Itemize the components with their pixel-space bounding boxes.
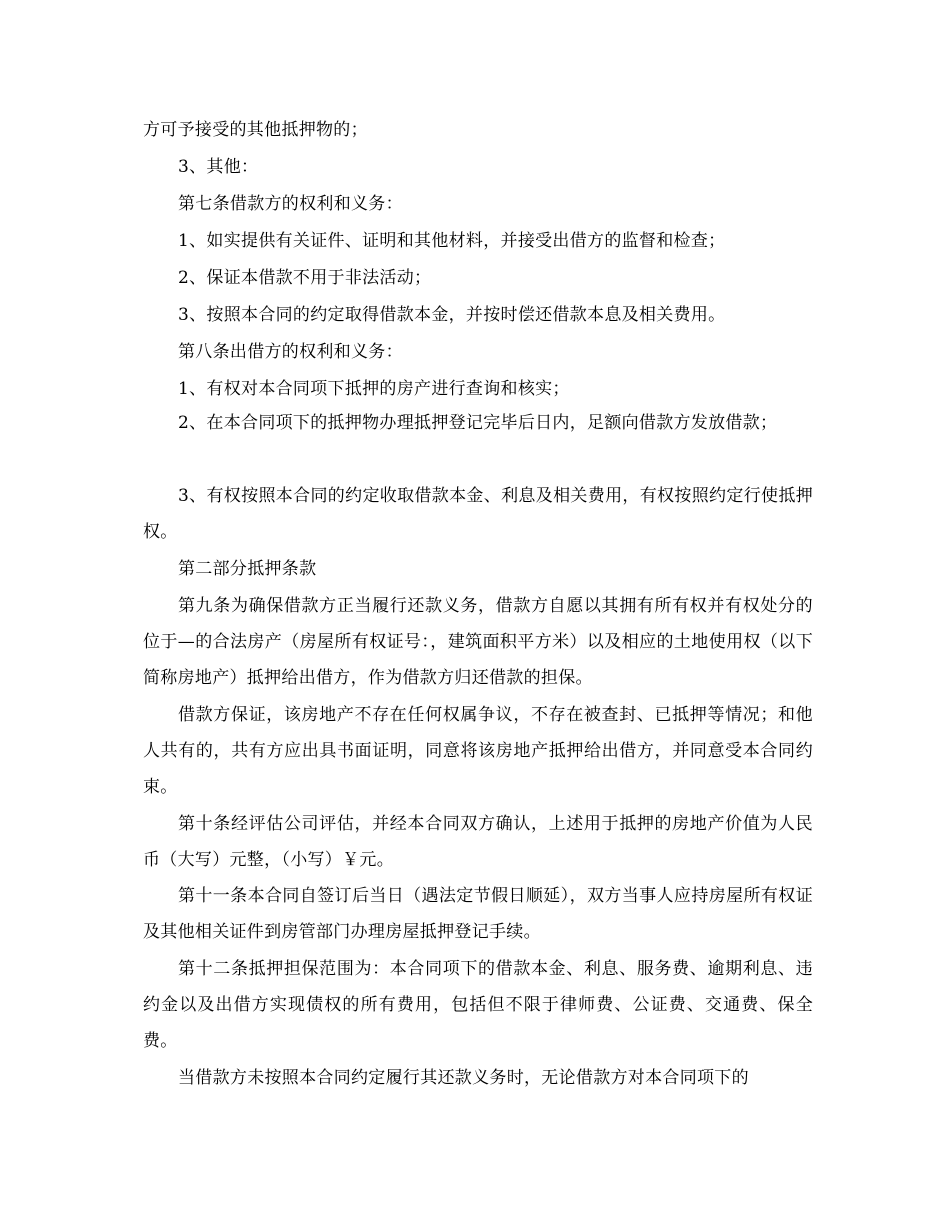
part-2-heading: 第二部分抵押条款 (178, 559, 317, 579)
paragraph-continuation: 方可予接受的其他抵押物的； (143, 120, 368, 140)
article-8-item-3: 3、有权按照本合同的约定收取借款本金、利息及相关费用，有权按照约定行使抵押权。 (143, 486, 813, 542)
article-10: 第十条经评估公司评估，并经本合同双方确认，上述用于抵押的房地产价值为人民币（大写）元整，（小写）￥元。 (143, 814, 813, 870)
article-11: 第十一条本合同自签订后当日（遇法定节假日顺延），双方当事人应持房屋所有权证及其他相关证件到房管部门办理房屋抵押登记手续。 (143, 886, 813, 942)
article-8-heading: 第八条出借方的权利和义务： (178, 342, 403, 362)
article-7-item-3: 3、按照本合同的约定取得借款本金，并按时偿还借款本息及相关费用。 (178, 305, 726, 325)
paragraph-item-other: 3、其他： (178, 157, 259, 177)
borrower-guarantee: 借款方保证，该房地产不存在任何权属争议，不存在被查封、已抵押等情况；和他人共有的，共有方应出具书面证明，同意将该房地产抵押给出借方，并同意受本合同约束。 (143, 705, 813, 797)
article-8-item-1: 1、有权对本合同项下抵押的房产进行查询和核实； (178, 379, 570, 399)
article-7-heading: 第七条借款方的权利和义务： (178, 194, 403, 214)
article-7-item-1: 1、如实提供有关证件、证明和其他材料，并接受出借方的监督和检查； (178, 231, 726, 251)
article-9: 第九条为确保借款方正当履行还款义务，借款方自愿以其拥有所有权并有权处分的位于—的合法房产（房屋所有权证号：，建筑面积平方米）以及相应的土地使用权（以下简称房地产）抵押给出借方，作为借款方归还借款的担保。 (143, 596, 813, 688)
default-clause: 当借款方未按照本合同约定履行其还款义务时，无论借款方对本合同项下的 (178, 1068, 749, 1088)
article-12: 第十二条抵押担保范围为：本合同项下的借款本金、利息、服务费、逾期利息、违约金以及出借方实现债权的所有费用，包括但不限于律师费、公证费、交通费、保全费。 (143, 959, 813, 1051)
article-8-item-2: 2、在本合同项下的抵押物办理抵押登记完毕后日内，足额向借款方发放借款； (178, 413, 778, 433)
article-7-item-2: 2、保证本借款不用于非法活动； (178, 268, 432, 288)
